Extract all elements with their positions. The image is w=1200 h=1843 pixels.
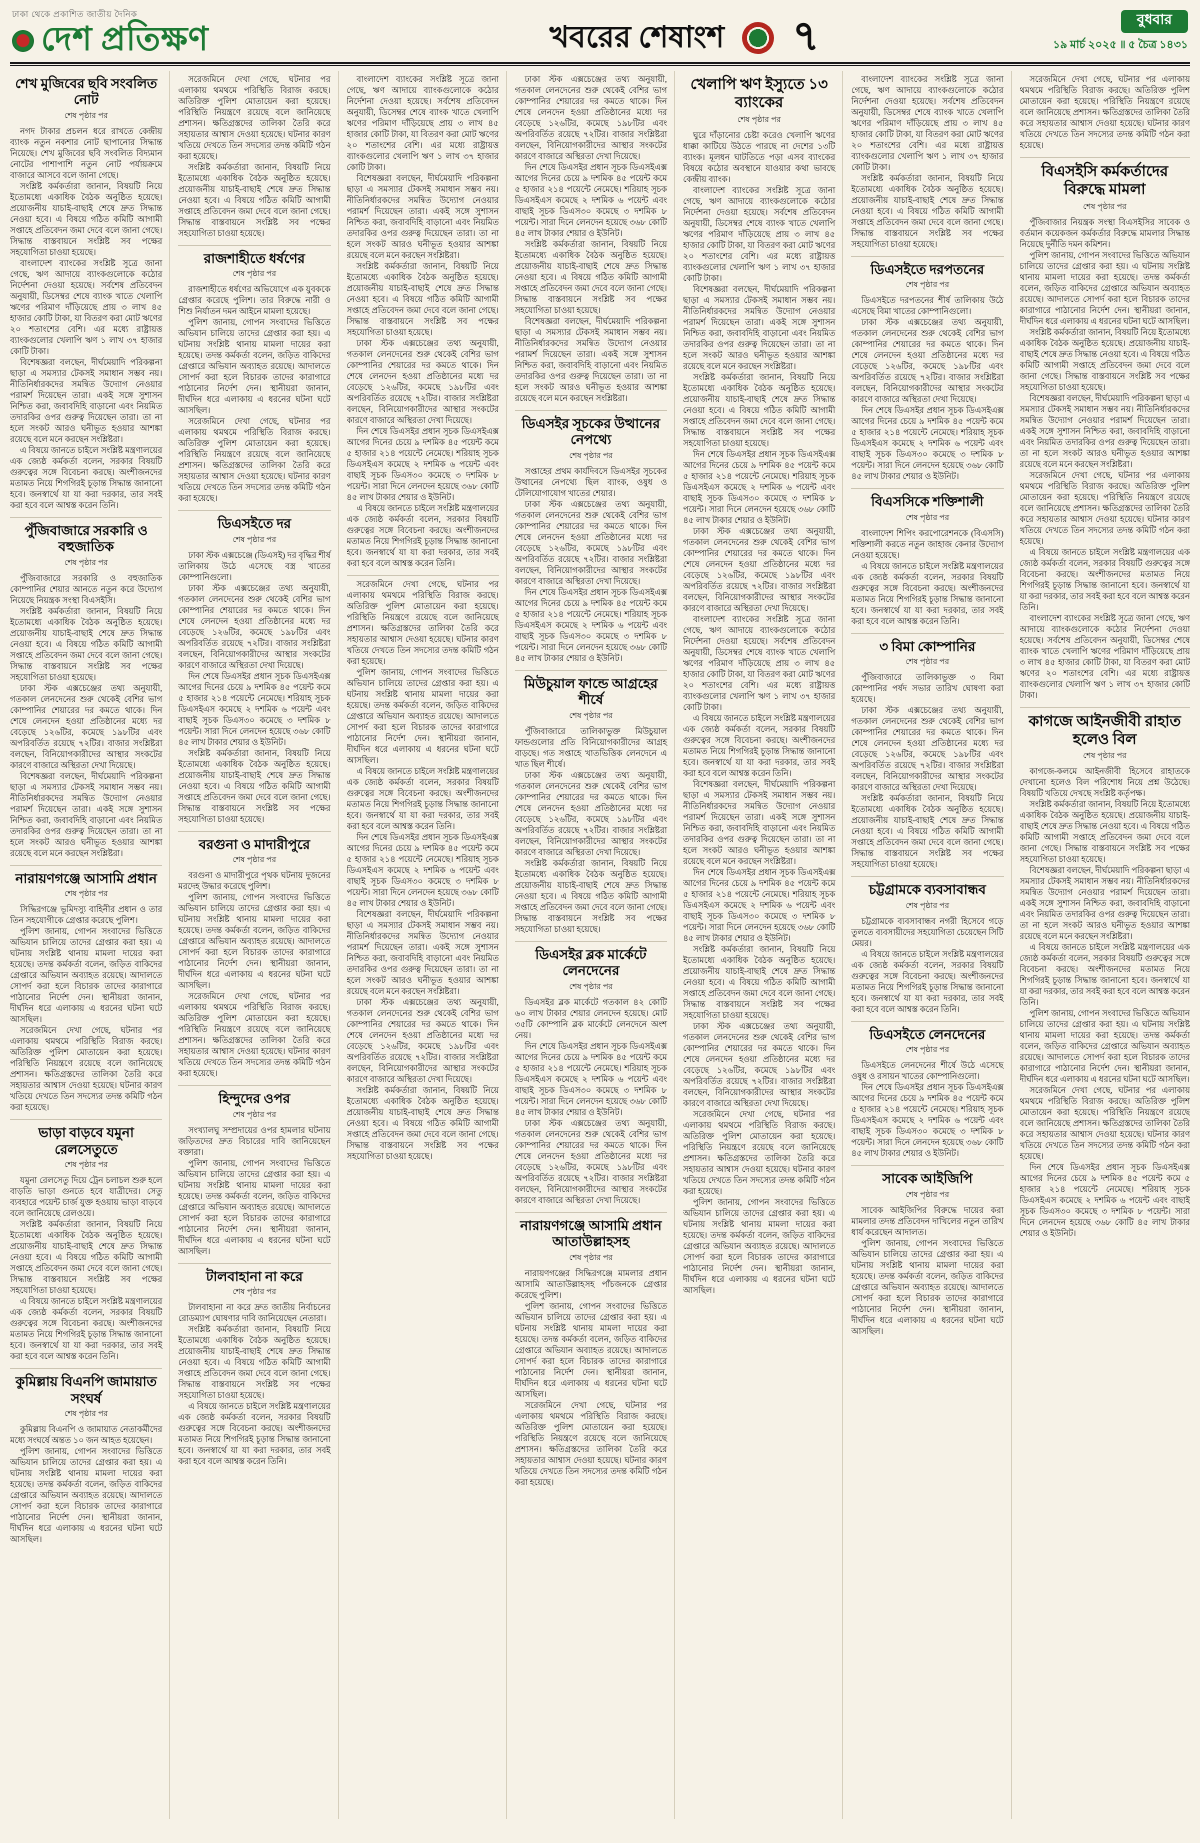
- article-paragraph: সরেজমিনে দেখা গেছে, ঘটনার পর এলাকায় থমথমে পরিস্থিতি বিরাজ করছে। অতিরিক্ত পুলিশ মোতায়েন করা হয়েছে। পরিস্থিতি নিয়ন্ত্রণে রয়েছে বলে জানিয়েছে প্রশাসন। ক্ষতিগ্রস্তদের তালিকা তৈরি করে সহায়তার আশ্বাস দেওয়া হয়েছে। ঘটনার কারণ খতিয়ে দেখতে তিন সদস্যের তদন্ত কমিটি গঠন করা হয়েছে।: [1019, 75, 1190, 150]
- dateline: [1053, 10, 1188, 57]
- column-4: [515, 71, 675, 1819]
- article-paragraph: সরেজমিনে দেখা গেছে, ঘটনার পর এলাকায় থমথমে পরিস্থিতি বিরাজ করছে। অতিরিক্ত পুলিশ মোতায়েন করা হয়েছে। পরিস্থিতি নিয়ন্ত্রণে রয়েছে বলে জানিয়েছে প্রশাসন। ক্ষতিগ্রস্তদের তালিকা তৈরি করে সহায়তার আশ্বাস দেওয়া হয়েছে। ঘটনার কারণ খতিয়ে দেখতে তিন সদস্যের তদন্ত কমিটি গঠন করা হয়েছে।: [10, 1026, 163, 1113]
- article-paragraph: পুলিশ জানায়, গোপন সংবাদের ভিত্তিতে অভিযান চালিয়ে তাদের গ্রেপ্তার করা হয়। এ ঘটনায় সংশ্লিষ্ট থানায় মামলা দায়ের করা হয়েছে। তদন্ত কর্মকর্তা বলেন, জড়িত বাকিদের গ্রেপ্তারে অভিযান অব্যাহত রয়েছে। আদালতে সোপর্দ করা হলে বিচারক তাদের কারাগারে পাঠানোর নির্দেশ দেন। স্থানীয়রা জানান, দীর্ঘদিন ধরে এলাকায় এ ধরনের ঘটনা ঘটে আসছিল।: [1019, 250, 1190, 326]
- article-headline: ডিএসইতে দরপতনের: [870, 262, 985, 277]
- article: [10, 1369, 162, 1551]
- article-paragraph: বাংলাদেশ ব্যাংকের সংশ্লিষ্ট সূত্রে জানা গেছে, ঋণ আদায়ে ব্যাংকগুলোকে কঠোর নির্দেশনা দেওয়া হয়েছে। সর্বশেষ প্রতিবেদন অনুযায়ী, ডিসেম্বর শেষে ব্যাংক খাতে খেলাপি ঋণের পরিমাণ দাঁড়িয়েছে প্রায় ৩ লাখ ৪৫ হাজার কোটি টাকা, যা বিতরণ করা মোট ঋণের ২০ শতাংশের বেশি। এর মধ্যে রাষ্ট্রায়ত্ত ব্যাংকগুলোর খেলাপি ঋণ ১ লাখ ৩৭ হাজার কোটি টাকা।: [683, 185, 836, 283]
- article-headline: ৩ বিমা কোম্পানির: [879, 638, 976, 654]
- column-7: [1020, 71, 1191, 1819]
- article-headline: নারায়ণগঞ্জে আসামি প্রধান আতাউল্লাহসহ: [520, 1217, 662, 1250]
- continued-from-label: শেষ পৃষ্ঠার পর: [64, 1409, 108, 1419]
- continued-from-label: শেষ পৃষ্ঠার পর: [905, 280, 950, 290]
- article-paragraph: সংশ্লিষ্ট কর্মকর্তারা জানান, বিষয়টি নিয়ে ইতোমধ্যে একাধিক বৈঠক অনুষ্ঠিত হয়েছে। প্রয়োজনীয় যাচাই-বাছাই শেষে দ্রুত সিদ্ধান্ত নেওয়া হবে। এ বিষয়ে গঠিত কমিটি আগামী সপ্তাহে প্রতিবেদন জমা দেবে বলে জানা গেছে। সিদ্ধান্ত বাস্তবায়নে সংশ্লিষ্ট সব পক্ষের সহযোগিতা চাওয়া হয়েছে।: [346, 262, 499, 337]
- article-paragraph: দিন শেষে ডিএসইর প্রধান সূচক ডিএসইএক্স আগের দিনের চেয়ে ৯ দশমিক ৪৫ পয়েন্ট কমে ৫ হাজার ২১৪ পয়েন্টে নেমেছে। শরিয়াহ সূচক ডিএসইএস কমেছে ২ দশমিক ৬ পয়েন্ট এবং বাছাই সূচক ডিএস৩০ কমেছে ৩ দশমিক ৮ পয়েন্ট। সারা দিনে লেনদেন হয়েছে ৩৬৮ কোটি ৪৫ লাখ টাকার শেয়ার ও ইউনিট।: [514, 587, 667, 663]
- article-paragraph: রাজশাহীতে ধর্ষণের অভিযোগে এক যুবককে গ্রেপ্তার করেছে পুলিশ। তার বিরুদ্ধে নারী ও শিশু নির্যাতন দমন আইনে মামলা হয়েছে।: [178, 285, 331, 317]
- article: [851, 489, 1003, 633]
- article-paragraph: সংশ্লিষ্ট কর্মকর্তারা জানান, বিষয়টি নিয়ে ইতোমধ্যে একাধিক বৈঠক অনুষ্ঠিত হয়েছে। প্রয়োজনীয় যাচাই-বাছাই শেষে দ্রুত সিদ্ধান্ত নেওয়া হবে। এ বিষয়ে গঠিত কমিটি আগামী সপ্তাহে প্রতিবেদন জমা দেবে বলে জানা গেছে। সিদ্ধান্ত বাস্তবায়নে সংশ্লিষ্ট সব পক্ষের সহযোগিতা চাওয়া হয়েছে।: [178, 748, 331, 824]
- article-paragraph: কুমিল্লায় বিএনপি ও জামায়াত নেতাকর্মীদের মধ্যে সংঘর্ষে অন্তত ১০ জন আহত হয়েছেন।: [10, 1425, 163, 1446]
- article-headline: কুমিল্লায় বিএনপি জামায়াত সংঘর্ষ: [15, 1374, 157, 1406]
- article-paragraph: সংশ্লিষ্ট কর্মকর্তারা জানান, বিষয়টি নিয়ে ইতোমধ্যে একাধিক বৈঠক অনুষ্ঠিত হয়েছে। প্রয়োজনীয় যাচাই-বাছাই শেষে দ্রুত সিদ্ধান্ত নেওয়া হবে। এ বিষয়ে গঠিত কমিটি আগামী সপ্তাহে প্রতিবেদন জমা দেবে বলে জানা গেছে। সিদ্ধান্ত বাস্তবায়নে সংশ্লিষ্ট সব পক্ষের সহযোগিতা চাওয়া হয়েছে।: [851, 794, 1004, 870]
- articles-grid: [10, 71, 1190, 1819]
- paper-name: দেশ প্রতিক্ষণ: [41, 22, 209, 58]
- article-headline: মিউচুয়াল ফান্ডে আগ্রহের শীর্ষে: [524, 675, 658, 708]
- continued-from-label: শেষ পৃষ্ঠার পর: [64, 110, 108, 120]
- section-title: খবরের শেষাংশ: [549, 21, 725, 55]
- column-2: [178, 71, 338, 1819]
- article-paragraph: বাংলাদেশ ব্যাংকের সংশ্লিষ্ট সূত্রে জানা গেছে, ঋণ আদায়ে ব্যাংকগুলোকে কঠোর নির্দেশনা দেওয়া হয়েছে। সর্বশেষ প্রতিবেদন অনুযায়ী, ডিসেম্বর শেষে ব্যাংক খাতে খেলাপি ঋণের পরিমাণ দাঁড়িয়েছে প্রায় ৩ লাখ ৪৫ হাজার কোটি টাকা, যা বিতরণ করা মোট ঋণের ২০ শতাংশের বেশি। এর মধ্যে রাষ্ট্রায়ত্ত ব্যাংকগুলোর খেলাপি ঋণ ১ লাখ ৩৭ হাজার কোটি টাকা।: [346, 75, 499, 172]
- article-paragraph: সংখ্যালঘু সম্প্রদায়ের ওপর হামলার ঘটনায় জড়িতদের দ্রুত বিচারের দাবি জানিয়েছেন বক্তারা।: [178, 1125, 331, 1157]
- continued-from-label: শেষ পৃষ্ঠার পর: [232, 1109, 277, 1119]
- article-continuation: [178, 71, 330, 246]
- column-5: [683, 71, 843, 1819]
- article: [515, 942, 667, 1213]
- article-headline: পুঁজিবাজারে সরকারি ও বহুজাতিক: [24, 522, 148, 555]
- article-paragraph: দিন শেষে ডিএসইর প্রধান সূচক ডিএসইএক্স আগের দিনের চেয়ে ৯ দশমিক ৪৫ পয়েন্ট কমে ৫ হাজার ২১৪ পয়েন্টে নেমেছে। শরিয়াহ সূচক ডিএসইএস কমেছে ২ দশমিক ৬ পয়েন্ট এবং বাছাই সূচক ডিএস৩০ কমেছে ৩ দশমিক ৮ পয়েন্ট। সারা দিনে লেনদেন হয়েছে ৩৬৮ কোটি ৪৫ লাখ টাকার শেয়ার ও ইউনিট।: [683, 449, 836, 525]
- article: [178, 1086, 330, 1263]
- continued-from-label: শেষ পৃষ্ঠার পর: [64, 1160, 108, 1170]
- continued-from-label: শেষ পৃষ্ঠার পর: [64, 889, 108, 899]
- continued-from-label: শেষ পৃষ্ঠার পর: [232, 269, 277, 279]
- article-paragraph: ঢাকা স্টক এক্সচেঞ্জের তথ্য অনুযায়ী, গতকাল লেনদেনের শুরু থেকেই বেশির ভাগ কোম্পানির শেয়ারের দর কমতে থাকে। দিন শেষে লেনদেন হওয়া প্রতিষ্ঠানের মধ্যে দর বেড়েছে ১২৬টির, কমেছে ১৯৮টির এবং অপরিবর্তিত রয়েছে ৭২টির। বাজার সংশ্লিষ্টরা বলছেন, বিনিয়োগকারীদের আস্থার সংকটের কারণে বাজারে অস্থিরতা দেখা দিয়েছে।: [514, 770, 667, 857]
- article-paragraph: ঢাকা স্টক এক্সচেঞ্জের তথ্য অনুযায়ী, গতকাল লেনদেনের শুরু থেকেই বেশির ভাগ কোম্পানির শেয়ারের দর কমতে থাকে। দিন শেষে লেনদেন হওয়া প্রতিষ্ঠানের মধ্যে দর বেড়েছে ১২৬টির, কমেছে ১৯৮টির এবং অপরিবর্তিত রয়েছে ৭২টির। বাজার সংশ্লিষ্টরা বলছেন, বিনিয়োগকারীদের আস্থার সংকটের কারণে বাজারে অস্থিরতা দেখা দিয়েছে।: [346, 339, 499, 425]
- section-header: [549, 14, 820, 61]
- article-paragraph: সংশ্লিষ্ট কর্মকর্তারা জানান, বিষয়টি নিয়ে ইতোমধ্যে একাধিক বৈঠক অনুষ্ঠিত হয়েছে। প্রয়োজনীয় যাচাই-বাছাই শেষে দ্রুত সিদ্ধান্ত নেওয়া হবে। এ বিষয়ে গঠিত কমিটি আগামী সপ্তাহে প্রতিবেদন জমা দেবে বলে জানা গেছে। সিদ্ধান্ত বাস্তবায়নে সংশ্লিষ্ট সব পক্ষের সহযোগিতা চাওয়া হয়েছে।: [178, 163, 331, 238]
- article-paragraph: বিশেষজ্ঞরা বলছেন, দীর্ঘমেয়াদি পরিকল্পনা ছাড়া এ সমস্যার টেকসই সমাধান সম্ভব নয়। নীতিনির্ধারকদের সমন্বিত উদ্যোগ নেওয়ার পরামর্শ দিয়েছেন তারা। একই সঙ্গে সুশাসন নিশ্চিত করা, জবাবদিহি বাড়ানো এবং নিয়মিত তদারকির ওপর গুরুত্ব দিয়েছেন তারা। তা না হলে সংকট আরও ঘনীভূত হওয়ার আশঙ্কা রয়েছে বলে মনে করছেন সংশ্লিষ্টরা।: [10, 771, 163, 858]
- article-paragraph: ঢাকা স্টক এক্সচেঞ্জে (ডিএসই) দর বৃদ্ধির শীর্ষ তালিকায় উঠে এসেছে বস্ত্র খাতের কোম্পানিগুলো।: [178, 550, 331, 582]
- article: [10, 71, 162, 518]
- article-paragraph: বাংলাদেশ শিপিং করপোরেশনকে (বিএসসি) শক্তিশালী করতে নতুন জাহাজ কেনার উদ্যোগ নেওয়া হয়েছে।: [851, 528, 1004, 560]
- continued-from-label: শেষ পৃষ্ঠার পর: [1082, 201, 1127, 211]
- article-paragraph: এ বিষয়ে জানতে চাইলে সংশ্লিষ্ট মন্ত্রণালয়ের এক জ্যেষ্ঠ কর্মকর্তা বলেন, সরকার বিষয়টি গুরুত্বের সঙ্গে বিবেচনা করছে। অংশীজনদের মতামত নিয়ে শিগগিরই চূড়ান্ত সিদ্ধান্ত জানানো হবে। জনস্বার্থে যা যা করা দরকার, তার সবই করা হবে বলে আশ্বস্ত করেন তিনি।: [10, 1297, 163, 1362]
- continued-from-label: শেষ পৃষ্ঠার পর: [905, 657, 950, 667]
- article-headline: বিএসসিকে শক্তিশালী: [871, 494, 984, 510]
- continued-from-label: শেষ পৃষ্ঠার পর: [905, 900, 950, 910]
- article-paragraph: এ বিষয়ে জানতে চাইলে সংশ্লিষ্ট মন্ত্রণালয়ের এক জ্যেষ্ঠ কর্মকর্তা বলেন, সরকার বিষয়টি গুরুত্বের সঙ্গে বিবেচনা করছে। অংশীজনদের মতামত নিয়ে শিগগিরই চূড়ান্ত সিদ্ধান্ত জানানো হবে। জনস্বার্থে যা যা করা দরকার, তার সবই করা হবে বলে আশ্বস্ত করেন তিনি।: [851, 561, 1004, 626]
- paper-tagline: ঢাকা থেকে প্রকাশিত জাতীয় দৈনিক: [12, 9, 138, 19]
- article-paragraph: ঢাকা স্টক এক্সচেঞ্জের তথ্য অনুযায়ী, গতকাল লেনদেনের শুরু থেকেই বেশির ভাগ কোম্পানির শেয়ারের দর কমতে থাকে। দিন শেষে লেনদেন হওয়া প্রতিষ্ঠানের মধ্যে দর বেড়েছে ১২৬টির, কমেছে ১৯৮টির এবং অপরিবর্তিত রয়েছে ৭২টির। বাজার সংশ্লিষ্টরা বলছেন, বিনিয়োগকারীদের আস্থার সংকটের কারণে বাজারে অস্থিরতা দেখা দিয়েছে।: [851, 318, 1004, 405]
- article: [851, 1166, 1003, 1342]
- article-paragraph: পুলিশ জানায়, গোপন সংবাদের ভিত্তিতে অভিযান চালিয়ে তাদের গ্রেপ্তার করা হয়। এ ঘটনায় সংশ্লিষ্ট থানায় মামলা দায়ের করা হয়েছে। তদন্ত কর্মকর্তা বলেন, জড়িত বাকিদের গ্রেপ্তারে অভিযান অব্যাহত রয়েছে। আদালতে সোপর্দ করা হলে বিচারক তাদের কারাগারে পাঠানোর নির্দেশ দেন। স্থানীয়রা জানান, দীর্ঘদিন ধরে এলাকায় এ ধরনের ঘটনা ঘটে আসছিল।: [178, 1158, 331, 1256]
- continued-from-label: শেষ পৃষ্ঠার পর: [569, 1252, 613, 1262]
- article-paragraph: দিন শেষে ডিএসইর প্রধান সূচক ডিএসইএক্স আগের দিনের চেয়ে ৯ দশমিক ৪৫ পয়েন্ট কমে ৫ হাজার ২১৪ পয়েন্টে নেমেছে। শরিয়াহ সূচক ডিএসইএস কমেছে ২ দশমিক ৬ পয়েন্ট এবং বাছাই সূচক ডিএস৩০ কমেছে ৩ দশমিক ৮ পয়েন্ট। সারা দিনে লেনদেন হয়েছে ৩৬৮ কোটি ৪৫ লাখ টাকার শেয়ার ও ইউনিট।: [514, 1041, 667, 1117]
- article-paragraph: যমুনা রেলসেতু দিয়ে ট্রেন চলাচল শুরু হলে বাড়তি ভাড়া গুনতে হবে যাত্রীদের। সেতু ব্যবহারে পয়েন্ট চার্জ যুক্ত হওয়ায় ভাড়া বাড়বে বলে জানিয়েছে রেলওয়ে।: [10, 1176, 163, 1219]
- article-paragraph: এ বিষয়ে জানতে চাইলে সংশ্লিষ্ট মন্ত্রণালয়ের এক জ্যেষ্ঠ কর্মকর্তা বলেন, সরকার বিষয়টি গুরুত্বের সঙ্গে বিবেচনা করছে। অংশীজনদের মতামত নিয়ে শিগগিরই চূড়ান্ত সিদ্ধান্ত জানানো হবে। জনস্বার্থে যা যা করা দরকার, তার সবই করা হবে বলে আশ্বস্ত করেন তিনি।: [1019, 547, 1190, 612]
- article: [515, 1213, 667, 1494]
- article-paragraph: ঢাকা স্টক এক্সচেঞ্জের তথ্য অনুযায়ী, গতকাল লেনদেনের শুরু থেকেই বেশির ভাগ কোম্পানির শেয়ারের দর কমতে থাকে। দিন শেষে লেনদেন হওয়া প্রতিষ্ঠানের মধ্যে দর বেড়েছে ১২৬টির, কমেছে ১৯৮টির এবং অপরিবর্তিত রয়েছে ৭২টির। বাজার সংশ্লিষ্টরা বলছেন, বিনিয়োগকারীদের আস্থার সংকটের কারণে বাজারে অস্থিরতা দেখা দিয়েছে।: [514, 75, 667, 161]
- article-paragraph: ঢাকা স্টক এক্সচেঞ্জের তথ্য অনুযায়ী, গতকাল লেনদেনের শুরু থেকেই বেশির ভাগ কোম্পানির শেয়ারের দর কমতে থাকে। দিন শেষে লেনদেন হওয়া প্রতিষ্ঠানের মধ্যে দর বেড়েছে ১২৬টির, কমেছে ১৯৮টির এবং অপরিবর্তিত রয়েছে ৭২টির। বাজার সংশ্লিষ্টরা বলছেন, বিনিয়োগকারীদের আস্থার সংকটের কারণে বাজারে অস্থিরতা দেখা দিয়েছে।: [514, 499, 667, 586]
- article-paragraph: ঢাকা স্টক এক্সচেঞ্জের তথ্য অনুযায়ী, গতকাল লেনদেনের শুরু থেকেই বেশির ভাগ কোম্পানির শেয়ারের দর কমতে থাকে। দিন শেষে লেনদেন হওয়া প্রতিষ্ঠানের মধ্যে দর বেড়েছে ১২৬টির, কমেছে ১৯৮টির এবং অপরিবর্তিত রয়েছে ৭২টির। বাজার সংশ্লিষ্টরা বলছেন, বিনিয়োগকারীদের আস্থার সংকটের কারণে বাজারে অস্থিরতা দেখা দিয়েছে।: [178, 583, 331, 670]
- article-headline: ডিএসইর ব্লক মার্কেটে লেনদেনের: [535, 946, 647, 979]
- article: [683, 71, 835, 1302]
- article-paragraph: ডিএসইতে লেনদেনের শীর্ষে উঠে এসেছে ওষুধ ও রসায়ন খাতের কোম্পানিগুলো।: [851, 1061, 1004, 1082]
- article-headline: বরগুনা ও মাদারীপুরে: [198, 836, 311, 852]
- article-paragraph: পুলিশ জানায়, গোপন সংবাদের ভিত্তিতে অভিযান চালিয়ে তাদের গ্রেপ্তার করা হয়। এ ঘটনায় সংশ্লিষ্ট থানায় মামলা দায়ের করা হয়েছে। তদন্ত কর্মকর্তা বলেন, জড়িত বাকিদের গ্রেপ্তারে অভিযান অব্যাহত রয়েছে। আদালতে সোপর্দ করা হলে বিচারক তাদের কারাগারে পাঠানোর নির্দেশ দেন। স্থানীয়রা জানান, দীর্ঘদিন ধরে এলাকায় এ ধরনের ঘটনা ঘটে আসছিল।: [514, 1301, 667, 1399]
- article-paragraph: বিশেষজ্ঞরা বলছেন, দীর্ঘমেয়াদি পরিকল্পনা ছাড়া এ সমস্যার টেকসই সমাধান সম্ভব নয়। নীতিনির্ধারকদের সমন্বিত উদ্যোগ নেওয়ার পরামর্শ দিয়েছেন তারা। একই সঙ্গে সুশাসন নিশ্চিত করা, জবাবদিহি বাড়ানো এবং নিয়মিত তদারকির ওপর গুরুত্ব দিয়েছেন তারা। তা না হলে সংকট আরও ঘনীভূত হওয়ার আশঙ্কা রয়েছে বলে মনে করছেন সংশ্লিষ্টরা।: [683, 284, 836, 371]
- column-1: [10, 71, 170, 1819]
- article-paragraph: বাংলাদেশ ব্যাংকের সংশ্লিষ্ট সূত্রে জানা গেছে, ঋণ আদায়ে ব্যাংকগুলোকে কঠোর নির্দেশনা দেওয়া হয়েছে। সর্বশেষ প্রতিবেদন অনুযায়ী, ডিসেম্বর শেষে ব্যাংক খাতে খেলাপি ঋণের পরিমাণ দাঁড়িয়েছে প্রায় ৩ লাখ ৪৫ হাজার কোটি টাকা, যা বিতরণ করা মোট ঋণের ২০ শতাংশের বেশি। এর মধ্যে রাষ্ট্রায়ত্ত ব্যাংকগুলোর খেলাপি ঋণ ১ লাখ ৩৭ হাজার কোটি টাকা।: [10, 258, 163, 356]
- article-paragraph: সংশ্লিষ্ট কর্মকর্তারা জানান, বিষয়টি নিয়ে ইতোমধ্যে একাধিক বৈঠক অনুষ্ঠিত হয়েছে। প্রয়োজনীয় যাচাই-বাছাই শেষে দ্রুত সিদ্ধান্ত নেওয়া হবে। এ বিষয়ে গঠিত কমিটি আগামী সপ্তাহে প্রতিবেদন জমা দেবে বলে জানা গেছে। সিদ্ধান্ত বাস্তবায়নে সংশ্লিষ্ট সব পক্ষের সহযোগিতা চাওয়া হয়েছে।: [346, 1086, 499, 1161]
- article-headline: নারায়ণগঞ্জে আসামি প্রধান: [15, 870, 157, 886]
- continued-from-label: শেষ পৃষ্ঠার পর: [905, 512, 950, 522]
- article-paragraph: এ বিষয়ে জানতে চাইলে সংশ্লিষ্ট মন্ত্রণালয়ের এক জ্যেষ্ঠ কর্মকর্তা বলেন, সরকার বিষয়টি গুরুত্বের সঙ্গে বিবেচনা করছে। অংশীজনদের মতামত নিয়ে শিগগিরই চূড়ান্ত সিদ্ধান্ত জানানো হবে। জনস্বার্থে যা যা করা দরকার, তার সবই করা হবে বলে আশ্বস্ত করেন তিনি।: [346, 767, 499, 831]
- article-paragraph: সংশ্লিষ্ট কর্মকর্তারা জানান, বিষয়টি নিয়ে ইতোমধ্যে একাধিক বৈঠক অনুষ্ঠিত হয়েছে। প্রয়োজনীয় যাচাই-বাছাই শেষে দ্রুত সিদ্ধান্ত নেওয়া হবে। এ বিষয়ে গঠিত কমিটি আগামী সপ্তাহে প্রতিবেদন জমা দেবে বলে জানা গেছে। সিদ্ধান্ত বাস্তবায়নে সংশ্লিষ্ট সব পক্ষের সহযোগিতা চাওয়া হয়েছে।: [514, 858, 667, 934]
- continued-from-label: শেষ পৃষ্ঠার পর: [232, 855, 277, 865]
- article-paragraph: সংশ্লিষ্ট কর্মকর্তারা জানান, বিষয়টি নিয়ে ইতোমধ্যে একাধিক বৈঠক অনুষ্ঠিত হয়েছে। প্রয়োজনীয় যাচাই-বাছাই শেষে দ্রুত সিদ্ধান্ত নেওয়া হবে। এ বিষয়ে গঠিত কমিটি আগামী সপ্তাহে প্রতিবেদন জমা দেবে বলে জানা গেছে। সিদ্ধান্ত বাস্তবায়নে সংশ্লিষ্ট সব পক্ষের সহযোগিতা চাওয়া হয়েছে।: [10, 606, 163, 682]
- article: [178, 246, 330, 511]
- article-paragraph: দিন শেষে ডিএসইর প্রধান সূচক ডিএসইএক্স আগের দিনের চেয়ে ৯ দশমিক ৪৫ পয়েন্ট কমে ৫ হাজার ২১৪ পয়েন্টে নেমেছে। শরিয়াহ সূচক ডিএসইএস কমেছে ২ দশমিক ৬ পয়েন্ট এবং বাছাই সূচক ডিএস৩০ কমেছে ৩ দশমিক ৮ পয়েন্ট। সারা দিনে লেনদেন হয়েছে ৩৬৮ কোটি ৪৫ লাখ টাকার শেয়ার ও ইউনিট।: [851, 406, 1004, 482]
- article-continuation: [515, 71, 667, 411]
- article-paragraph: সাবেক আইজিপির বিরুদ্ধে দায়ের করা মামলার তদন্ত প্রতিবেদন দাখিলের নতুন তারিখ ধার্য করেছেন আদালত।: [851, 1205, 1004, 1237]
- article-paragraph: কাগজে-কলমে আইনজীবী হিসেবে রাহাতকে দেখানো হলেও বিল পরিশোধ নিয়ে প্রশ্ন উঠেছে। বিষয়টি খতিয়ে দেখছে সংশ্লিষ্ট কর্তৃপক্ষ।: [1019, 767, 1190, 799]
- masthead: [10, 6, 1190, 61]
- article-headline: চট্টগ্রামকে ব্যবসাবান্ধব: [868, 882, 986, 898]
- article: [10, 866, 162, 1120]
- article-paragraph: দিন শেষে ডিএসইর প্রধান সূচক ডিএসইএক্স আগের দিনের চেয়ে ৯ দশমিক ৪৫ পয়েন্ট কমে ৫ হাজার ২১৪ পয়েন্টে নেমেছে। শরিয়াহ সূচক ডিএসইএস কমেছে ২ দশমিক ৬ পয়েন্ট এবং বাছাই সূচক ডিএস৩০ কমেছে ৩ দশমিক ৮ পয়েন্ট। সারা দিনে লেনদেন হয়েছে ৩৬৮ কোটি ৪৫ লাখ টাকার শেয়ার ও ইউনিট।: [514, 163, 667, 238]
- article-headline: খেলাপি ঋণ ইস্যুতে ১৩ ব্যাংকের: [690, 77, 828, 112]
- article-headline: রাজশাহীতে ধর্ষণের: [203, 251, 305, 266]
- article: [10, 1120, 162, 1369]
- continued-from-label: শেষ পৃষ্ঠার পর: [569, 710, 613, 720]
- article: [515, 671, 667, 942]
- article-paragraph: ঘুরে দাঁড়ানোর চেষ্টা করেও খেলাপি ঋণের ধাক্কা কাটিয়ে উঠতে পারছে না দেশের ১৩টি ব্যাংক। মূলধন ঘাটতিতে পড়া এসব ব্যাংকের বিষয়ে কঠোর অবস্থানে যাওয়ার কথা ভাবছে কেন্দ্রীয় ব্যাংক।: [683, 130, 836, 184]
- article-paragraph: সংশ্লিষ্ট কর্মকর্তারা জানান, বিষয়টি নিয়ে ইতোমধ্যে একাধিক বৈঠক অনুষ্ঠিত হয়েছে। প্রয়োজনীয় যাচাই-বাছাই শেষে দ্রুত সিদ্ধান্ত নেওয়া হবে। এ বিষয়ে গঠিত কমিটি আগামী সপ্তাহে প্রতিবেদন জমা দেবে বলে জানা গেছে। সিদ্ধান্ত বাস্তবায়নে সংশ্লিষ্ট সব পক্ষের সহযোগিতা চাওয়া হয়েছে।: [178, 1325, 331, 1401]
- continued-from-label: শেষ পৃষ্ঠার পর: [569, 981, 613, 991]
- continued-from-label: শেষ পৃষ্ঠার পর: [905, 1045, 950, 1055]
- article-paragraph: সরেজমিনে দেখা গেছে, ঘটনার পর এলাকায় থমথমে পরিস্থিতি বিরাজ করছে। অতিরিক্ত পুলিশ মোতায়েন করা হয়েছে। পরিস্থিতি নিয়ন্ত্রণে রয়েছে বলে জানিয়েছে প্রশাসন। ক্ষতিগ্রস্তদের তালিকা তৈরি করে সহায়তার আশ্বাস দেওয়া হয়েছে। ঘটনার কারণ খতিয়ে দেখতে তিন সদস্যের তদন্ত কমিটি গঠন করা হয়েছে।: [1019, 470, 1190, 546]
- article-paragraph: ঢাকা স্টক এক্সচেঞ্জের তথ্য অনুযায়ী, গতকাল লেনদেনের শুরু থেকেই বেশির ভাগ কোম্পানির শেয়ারের দর কমতে থাকে। দিন শেষে লেনদেন হওয়া প্রতিষ্ঠানের মধ্যে দর বেড়েছে ১২৬টির, কমেছে ১৯৮টির এবং অপরিবর্তিত রয়েছে ৭২টির। বাজার সংশ্লিষ্টরা বলছেন, বিনিয়োগকারীদের আস্থার সংকটের কারণে বাজারে অস্থিরতা দেখা দিয়েছে।: [683, 1021, 836, 1108]
- continued-from-label: শেষ পৃষ্ঠার পর: [905, 1189, 950, 1199]
- article-paragraph: দিন শেষে ডিএসইর প্রধান সূচক ডিএসইএক্স আগের দিনের চেয়ে ৯ দশমিক ৪৫ পয়েন্ট কমে ৫ হাজার ২১৪ পয়েন্টে নেমেছে। শরিয়াহ সূচক ডিএসইএস কমেছে ২ দশমিক ৬ পয়েন্ট এবং বাছাই সূচক ডিএস৩০ কমেছে ৩ দশমিক ৮ পয়েন্ট। সারা দিনে লেনদেন হয়েছে ৩৬৮ কোটি ৪৫ লাখ টাকার শেয়ার ও ইউনিট।: [851, 1083, 1004, 1159]
- article-paragraph: সরেজমিনে দেখা গেছে, ঘটনার পর এলাকায় থমথমে পরিস্থিতি বিরাজ করছে। অতিরিক্ত পুলিশ মোতায়েন করা হয়েছে। পরিস্থিতি নিয়ন্ত্রণে রয়েছে বলে জানিয়েছে প্রশাসন। ক্ষতিগ্রস্তদের তালিকা তৈরি করে সহায়তার আশ্বাস দেওয়া হয়েছে। ঘটনার কারণ খতিয়ে দেখতে তিন সদস্যের তদন্ত কমিটি গঠন করা হয়েছে।: [178, 417, 331, 504]
- article-paragraph: এ বিষয়ে জানতে চাইলে সংশ্লিষ্ট মন্ত্রণালয়ের এক জ্যেষ্ঠ কর্মকর্তা বলেন, সরকার বিষয়টি গুরুত্বের সঙ্গে বিবেচনা করছে। অংশীজনদের মতামত নিয়ে শিগগিরই চূড়ান্ত সিদ্ধান্ত জানানো হবে। জনস্বার্থে যা যা করা দরকার, তার সবই করা হবে বলে আশ্বস্ত করেন তিনি।: [1019, 943, 1190, 1008]
- article-paragraph: দিন শেষে ডিএসইর প্রধান সূচক ডিএসইএক্স আগের দিনের চেয়ে ৯ দশমিক ৪৫ পয়েন্ট কমে ৫ হাজার ২১৪ পয়েন্টে নেমেছে। শরিয়াহ সূচক ডিএসইএস কমেছে ২ দশমিক ৬ পয়েন্ট এবং বাছাই সূচক ডিএস৩০ কমেছে ৩ দশমিক ৮ পয়েন্ট। সারা দিনে লেনদেন হয়েছে ৩৬৮ কোটি ৪৫ লাখ টাকার শেয়ার ও ইউনিট।: [683, 867, 836, 943]
- article-paragraph: ডিএসইতে দরপতনের শীর্ষ তালিকায় উঠে এসেছে বিমা খাতের কোম্পানিগুলো।: [851, 296, 1004, 317]
- article: [1020, 158, 1191, 708]
- article-paragraph: পুলিশ জানায়, গোপন সংবাদের ভিত্তিতে অভিযান চালিয়ে তাদের গ্রেপ্তার করা হয়। এ ঘটনায় সংশ্লিষ্ট থানায় মামলা দায়ের করা হয়েছে। তদন্ত কর্মকর্তা বলেন, জড়িত বাকিদের গ্রেপ্তারে অভিযান অব্যাহত রয়েছে। আদালতে সোপর্দ করা হলে বিচারক তাদের কারাগারে পাঠানোর নির্দেশ দেন। স্থানীয়রা জানান, দীর্ঘদিন ধরে এলাকায় এ ধরনের ঘটনা ঘটে আসছিল।: [178, 893, 331, 991]
- article-paragraph: সংশ্লিষ্ট কর্মকর্তারা জানান, বিষয়টি নিয়ে ইতোমধ্যে একাধিক বৈঠক অনুষ্ঠিত হয়েছে। প্রয়োজনীয় যাচাই-বাছাই শেষে দ্রুত সিদ্ধান্ত নেওয়া হবে। এ বিষয়ে গঠিত কমিটি আগামী সপ্তাহে প্রতিবেদন জমা দেবে বলে জানা গেছে। সিদ্ধান্ত বাস্তবায়নে সংশ্লিষ্ট সব পক্ষের সহযোগিতা চাওয়া হয়েছে।: [10, 1220, 163, 1296]
- article-paragraph: বাংলাদেশ ব্যাংকের সংশ্লিষ্ট সূত্রে জানা গেছে, ঋণ আদায়ে ব্যাংকগুলোকে কঠোর নির্দেশনা দেওয়া হয়েছে। সর্বশেষ প্রতিবেদন অনুযায়ী, ডিসেম্বর শেষে ব্যাংক খাতে খেলাপি ঋণের পরিমাণ দাঁড়িয়েছে প্রায় ৩ লাখ ৪৫ হাজার কোটি টাকা, যা বিতরণ করা মোট ঋণের ২০ শতাংশের বেশি। এর মধ্যে রাষ্ট্রায়ত্ত ব্যাংকগুলোর খেলাপি ঋণ ১ লাখ ৩৭ হাজার কোটি টাকা।: [851, 75, 1004, 172]
- article-paragraph: পুঁজিবাজার নিয়ন্ত্রক সংস্থা বিএসইসির সাবেক ও বর্তমান কয়েকজন কর্মকর্তার বিরুদ্ধে মামলার সিদ্ধান্ত নিয়েছে দুর্নীতি দমন কমিশন।: [1019, 217, 1190, 249]
- article-paragraph: সরেজমিনে দেখা গেছে, ঘটনার পর এলাকায় থমথমে পরিস্থিতি বিরাজ করছে। অতিরিক্ত পুলিশ মোতায়েন করা হয়েছে। পরিস্থিতি নিয়ন্ত্রণে রয়েছে বলে জানিয়েছে প্রশাসন। ক্ষতিগ্রস্তদের তালিকা তৈরি করে সহায়তার আশ্বাস দেওয়া হয়েছে। ঘটনার কারণ খতিয়ে দেখতে তিন সদস্যের তদন্ত কমিটি গঠন করা হয়েছে।: [683, 1109, 836, 1196]
- article-paragraph: ঢাকা স্টক এক্সচেঞ্জের তথ্য অনুযায়ী, গতকাল লেনদেনের শুরু থেকেই বেশির ভাগ কোম্পানির শেয়ারের দর কমতে থাকে। দিন শেষে লেনদেন হওয়া প্রতিষ্ঠানের মধ্যে দর বেড়েছে ১২৬টির, কমেছে ১৯৮টির এবং অপরিবর্তিত রয়েছে ৭২টির। বাজার সংশ্লিষ্টরা বলছেন, বিনিয়োগকারীদের আস্থার সংকটের কারণে বাজারে অস্থিরতা দেখা দিয়েছে।: [346, 998, 499, 1084]
- article-paragraph: সংশ্লিষ্ট কর্মকর্তারা জানান, বিষয়টি নিয়ে ইতোমধ্যে একাধিক বৈঠক অনুষ্ঠিত হয়েছে। প্রয়োজনীয় যাচাই-বাছাই শেষে দ্রুত সিদ্ধান্ত নেওয়া হবে। এ বিষয়ে গঠিত কমিটি আগামী সপ্তাহে প্রতিবেদন জমা দেবে বলে জানা গেছে। সিদ্ধান্ত বাস্তবায়নে সংশ্লিষ্ট সব পক্ষের সহযোগিতা চাওয়া হয়েছে।: [10, 181, 163, 257]
- article-paragraph: পুলিশ জানায়, গোপন সংবাদের ভিত্তিতে অভিযান চালিয়ে তাদের গ্রেপ্তার করা হয়। এ ঘটনায় সংশ্লিষ্ট থানায় মামলা দায়ের করা হয়েছে। তদন্ত কর্মকর্তা বলেন, জড়িত বাকিদের গ্রেপ্তারে অভিযান অব্যাহত রয়েছে। আদালতে সোপর্দ করা হলে বিচারক তাদের কারাগারে পাঠানোর নির্দেশ দেন। স্থানীয়রা জানান, দীর্ঘদিন ধরে এলাকায় এ ধরনের ঘটনা ঘটে আসছিল।: [346, 668, 499, 765]
- article-paragraph: বিশেষজ্ঞরা বলছেন, দীর্ঘমেয়াদি পরিকল্পনা ছাড়া এ সমস্যার টেকসই সমাধান সম্ভব নয়। নীতিনির্ধারকদের সমন্বিত উদ্যোগ নেওয়ার পরামর্শ দিয়েছেন তারা। একই সঙ্গে সুশাসন নিশ্চিত করা, জবাবদিহি বাড়ানো এবং নিয়মিত তদারকির ওপর গুরুত্ব দিয়েছেন তারা। তা না হলে সংকট আরও ঘনীভূত হওয়ার আশঙ্কা রয়েছে বলে মনে করছেন সংশ্লিষ্টরা।: [346, 910, 499, 996]
- article: [851, 634, 1003, 877]
- article: [178, 832, 330, 1086]
- article-paragraph: সংশ্লিষ্ট কর্মকর্তারা জানান, বিষয়টি নিয়ে ইতোমধ্যে একাধিক বৈঠক অনুষ্ঠিত হয়েছে। প্রয়োজনীয় যাচাই-বাছাই শেষে দ্রুত সিদ্ধান্ত নেওয়া হবে। এ বিষয়ে গঠিত কমিটি আগামী সপ্তাহে প্রতিবেদন জমা দেবে বলে জানা গেছে। সিদ্ধান্ত বাস্তবায়নে সংশ্লিষ্ট সব পক্ষের সহযোগিতা চাওয়া হয়েছে।: [851, 174, 1004, 249]
- article-paragraph: চট্টগ্রামকে ব্যবসাবান্ধব নগরী হিসেবে গড়ে তুলতে ব্যবসায়ীদের সহযোগিতা চেয়েছেন সিটি মেয়র।: [851, 916, 1004, 948]
- article-paragraph: পুলিশ জানায়, গোপন সংবাদের ভিত্তিতে অভিযান চালিয়ে তাদের গ্রেপ্তার করা হয়। এ ঘটনায় সংশ্লিষ্ট থানায় মামলা দায়ের করা হয়েছে। তদন্ত কর্মকর্তা বলেন, জড়িত বাকিদের গ্রেপ্তারে অভিযান অব্যাহত রয়েছে। আদালতে সোপর্দ করা হলে বিচারক তাদের কারাগারে পাঠানোর নির্দেশ দেন। স্থানীয়রা জানান, দীর্ঘদিন ধরে এলাকায় এ ধরনের ঘটনা ঘটে আসছিল।: [683, 1197, 836, 1295]
- article-headline: শেখ মুজিবের ছবি সংবলিত নোট: [15, 76, 158, 108]
- article-paragraph: পুলিশ জানায়, গোপন সংবাদের ভিত্তিতে অভিযান চালিয়ে তাদের গ্রেপ্তার করা হয়। এ ঘটনায় সংশ্লিষ্ট থানায় মামলা দায়ের করা হয়েছে। তদন্ত কর্মকর্তা বলেন, জড়িত বাকিদের গ্রেপ্তারে অভিযান অব্যাহত রয়েছে। আদালতে সোপর্দ করা হলে বিচারক তাদের কারাগারে পাঠানোর নির্দেশ দেন। স্থানীয়রা জানান, দীর্ঘদিন ধরে এলাকায় এ ধরনের ঘটনা ঘটে আসছিল।: [851, 1238, 1004, 1336]
- article: [851, 877, 1003, 1021]
- article-paragraph: পুঁজিবাজারে তালিকাভুক্ত ৩ বিমা কোম্পানির পর্ষদ সভার তারিখ ঘোষণা করা হয়েছে।: [851, 673, 1004, 705]
- article-paragraph: সিদ্ধিরগঞ্জে ভূমিদস্যু বাহিনীর প্রধান ও তার তিন সহযোগীকে গ্রেপ্তার করেছে পুলিশ।: [10, 905, 163, 926]
- article-paragraph: পুলিশ জানায়, গোপন সংবাদের ভিত্তিতে অভিযান চালিয়ে তাদের গ্রেপ্তার করা হয়। এ ঘটনায় সংশ্লিষ্ট থানায় মামলা দায়ের করা হয়েছে। তদন্ত কর্মকর্তা বলেন, জড়িত বাকিদের গ্রেপ্তারে অভিযান অব্যাহত রয়েছে। আদালতে সোপর্দ করা হলে বিচারক তাদের কারাগারে পাঠানোর নির্দেশ দেন। স্থানীয়রা জানান, দীর্ঘদিন ধরে এলাকায় এ ধরনের ঘটনা ঘটে আসছিল।: [178, 318, 331, 416]
- article-headline: ডিএসইতে লেনদেনের: [869, 1026, 986, 1042]
- article-paragraph: দিন শেষে ডিএসইর প্রধান সূচক ডিএসইএক্স আগের দিনের চেয়ে ৯ দশমিক ৪৫ পয়েন্ট কমে ৫ হাজার ২১৪ পয়েন্টে নেমেছে। শরিয়াহ সূচক ডিএসইএস কমেছে ২ দশমিক ৬ পয়েন্ট এবং বাছাই সূচক ডিএস৩০ কমেছে ৩ দশমিক ৮ পয়েন্ট। সারা দিনে লেনদেন হয়েছে ৩৬৮ কোটি ৪৫ লাখ টাকার শেয়ার ও ইউনিট।: [346, 427, 499, 502]
- continued-from-label: শেষ পৃষ্ঠার পর: [232, 1287, 277, 1297]
- article-paragraph: দিন শেষে ডিএসইর প্রধান সূচক ডিএসইএক্স আগের দিনের চেয়ে ৯ দশমিক ৪৫ পয়েন্ট কমে ৫ হাজার ২১৪ পয়েন্টে নেমেছে। শরিয়াহ সূচক ডিএসইএস কমেছে ২ দশমিক ৬ পয়েন্ট এবং বাছাই সূচক ডিএস৩০ কমেছে ৩ দশমিক ৮ পয়েন্ট। সারা দিনে লেনদেন হয়েছে ৩৬৮ কোটি ৪৫ লাখ টাকার শেয়ার ও ইউনিট।: [346, 833, 499, 908]
- article: [10, 518, 162, 866]
- article-paragraph: ঢাকা স্টক এক্সচেঞ্জের তথ্য অনুযায়ী, গতকাল লেনদেনের শুরু থেকেই বেশির ভাগ কোম্পানির শেয়ারের দর কমতে থাকে। দিন শেষে লেনদেন হওয়া প্রতিষ্ঠানের মধ্যে দর বেড়েছে ১২৬টির, কমেছে ১৯৮টির এবং অপরিবর্তিত রয়েছে ৭২টির। বাজার সংশ্লিষ্টরা বলছেন, বিনিয়োগকারীদের আস্থার সংকটের কারণে বাজারে অস্থিরতা দেখা দিয়েছে।: [10, 683, 163, 770]
- article-paragraph: বিশেষজ্ঞরা বলছেন, দীর্ঘমেয়াদি পরিকল্পনা ছাড়া এ সমস্যার টেকসই সমাধান সম্ভব নয়। নীতিনির্ধারকদের সমন্বিত উদ্যোগ নেওয়ার পরামর্শ দিয়েছেন তারা। একই সঙ্গে সুশাসন নিশ্চিত করা, জবাবদিহি বাড়ানো এবং নিয়মিত তদারকির ওপর গুরুত্ব দিয়েছেন তারা। তা না হলে সংকট আরও ঘনীভূত হওয়ার আশঙ্কা রয়েছে বলে মনে করছেন সংশ্লিষ্টরা।: [346, 174, 499, 260]
- column-3: [347, 71, 507, 1819]
- continued-from-label: শেষ পৃষ্ঠার পর: [1082, 751, 1127, 761]
- article-paragraph: ঢাকা স্টক এক্সচেঞ্জের তথ্য অনুযায়ী, গতকাল লেনদেনের শুরু থেকেই বেশির ভাগ কোম্পানির শেয়ারের দর কমতে থাকে। দিন শেষে লেনদেন হওয়া প্রতিষ্ঠানের মধ্যে দর বেড়েছে ১২৬টির, কমেছে ১৯৮টির এবং অপরিবর্তিত রয়েছে ৭২টির। বাজার সংশ্লিষ্টরা বলছেন, বিনিয়োগকারীদের আস্থার সংকটের কারণে বাজারে অস্থিরতা দেখা দিয়েছে।: [514, 1118, 667, 1205]
- article-headline: কাগজে আইনজীবী রাহাত হলেও বিল: [1028, 713, 1181, 748]
- article-paragraph: এ বিষয়ে জানতে চাইলে সংশ্লিষ্ট মন্ত্রণালয়ের এক জ্যেষ্ঠ কর্মকর্তা বলেন, সরকার বিষয়টি গুরুত্বের সঙ্গে বিবেচনা করছে। অংশীজনদের মতামত নিয়ে শিগগিরই চূড়ান্ত সিদ্ধান্ত জানানো হবে। জনস্বার্থে যা যা করা দরকার, তার সবই করা হবে বলে আশ্বস্ত করেন তিনি।: [346, 504, 499, 568]
- article-paragraph: সংশ্লিষ্ট কর্মকর্তারা জানান, বিষয়টি নিয়ে ইতোমধ্যে একাধিক বৈঠক অনুষ্ঠিত হয়েছে। প্রয়োজনীয় যাচাই-বাছাই শেষে দ্রুত সিদ্ধান্ত নেওয়া হবে। এ বিষয়ে গঠিত কমিটি আগামী সপ্তাহে প্রতিবেদন জমা দেবে বলে জানা গেছে। সিদ্ধান্ত বাস্তবায়নে সংশ্লিষ্ট সব পক্ষের সহযোগিতা চাওয়া হয়েছে।: [1019, 800, 1190, 865]
- article-paragraph: সরেজমিনে দেখা গেছে, ঘটনার পর এলাকায় থমথমে পরিস্থিতি বিরাজ করছে। অতিরিক্ত পুলিশ মোতায়েন করা হয়েছে। পরিস্থিতি নিয়ন্ত্রণে রয়েছে বলে জানিয়েছে প্রশাসন। ক্ষতিগ্রস্তদের তালিকা তৈরি করে সহায়তার আশ্বাস দেওয়া হয়েছে। ঘটনার কারণ খতিয়ে দেখতে তিন সদস্যের তদন্ত কমিটি গঠন করা হয়েছে।: [514, 1400, 667, 1487]
- article: [851, 257, 1003, 489]
- article-paragraph: এ বিষয়ে জানতে চাইলে সংশ্লিষ্ট মন্ত্রণালয়ের এক জ্যেষ্ঠ কর্মকর্তা বলেন, সরকার বিষয়টি গুরুত্বের সঙ্গে বিবেচনা করছে। অংশীজনদের মতামত নিয়ে শিগগিরই চূড়ান্ত সিদ্ধান্ত জানানো হবে। জনস্বার্থে যা যা করা দরকার, তার সবই করা হবে বলে আশ্বস্ত করেন তিনি।: [10, 445, 163, 510]
- article: [1020, 708, 1191, 1246]
- article-paragraph: ডিএসইর ব্লক মার্কেটে গতকাল ৪২ কোটি ৬০ লাখ টাকার শেয়ার লেনদেন হয়েছে। মোট ৩৫টি কোম্পানি ব্লক মার্কেটে লেনদেনে অংশ নেয়।: [514, 997, 667, 1040]
- continued-from-label: শেষ পৃষ্ঠার পর: [232, 534, 277, 544]
- article-headline: ডিএসইতে দর: [217, 516, 292, 532]
- article-continuation: [347, 576, 499, 1168]
- article-paragraph: সরেজমিনে দেখা গেছে, ঘটনার পর এলাকায় থমথমে পরিস্থিতি বিরাজ করছে। অতিরিক্ত পুলিশ মোতায়েন করা হয়েছে। পরিস্থিতি নিয়ন্ত্রণে রয়েছে বলে জানিয়েছে প্রশাসন। ক্ষতিগ্রস্তদের তালিকা তৈরি করে সহায়তার আশ্বাস দেওয়া হয়েছে। ঘটনার কারণ খতিয়ে দেখতে তিন সদস্যের তদন্ত কমিটি গঠন করা হয়েছে।: [178, 75, 331, 161]
- article-paragraph: বাংলাদেশ ব্যাংকের সংশ্লিষ্ট সূত্রে জানা গেছে, ঋণ আদায়ে ব্যাংকগুলোকে কঠোর নির্দেশনা দেওয়া হয়েছে। সর্বশেষ প্রতিবেদন অনুযায়ী, ডিসেম্বর শেষে ব্যাংক খাতে খেলাপি ঋণের পরিমাণ দাঁড়িয়েছে প্রায় ৩ লাখ ৪৫ হাজার কোটি টাকা, যা বিতরণ করা মোট ঋণের ২০ শতাংশের বেশি। এর মধ্যে রাষ্ট্রায়ত্ত ব্যাংকগুলোর খেলাপি ঋণ ১ লাখ ৩৭ হাজার কোটি টাকা।: [1019, 613, 1190, 700]
- article-paragraph: বিশেষজ্ঞরা বলছেন, দীর্ঘমেয়াদি পরিকল্পনা ছাড়া এ সমস্যার টেকসই সমাধান সম্ভব নয়। নীতিনির্ধারকদের সমন্বিত উদ্যোগ নেওয়ার পরামর্শ দিয়েছেন তারা। একই সঙ্গে সুশাসন নিশ্চিত করা, জবাবদিহি বাড়ানো এবং নিয়মিত তদারকির ওপর গুরুত্ব দিয়েছেন তারা। তা না হলে সংকট আরও ঘনীভূত হওয়ার আশঙ্কা রয়েছে বলে মনে করছেন সংশ্লিষ্টরা।: [683, 779, 836, 866]
- article-paragraph: ঢাকা স্টক এক্সচেঞ্জের তথ্য অনুযায়ী, গতকাল লেনদেনের শুরু থেকেই বেশির ভাগ কোম্পানির শেয়ারের দর কমতে থাকে। দিন শেষে লেনদেন হওয়া প্রতিষ্ঠানের মধ্যে দর বেড়েছে ১২৬টির, কমেছে ১৯৮টির এবং অপরিবর্তিত রয়েছে ৭২টির। বাজার সংশ্লিষ্টরা বলছেন, বিনিয়োগকারীদের আস্থার সংকটের কারণে বাজারে অস্থিরতা দেখা দিয়েছে।: [851, 706, 1004, 793]
- continued-from-label: শেষ পৃষ্ঠার পর: [569, 450, 613, 460]
- article-paragraph: বিশেষজ্ঞরা বলছেন, দীর্ঘমেয়াদি পরিকল্পনা ছাড়া এ সমস্যার টেকসই সমাধান সম্ভব নয়। নীতিনির্ধারকদের সমন্বিত উদ্যোগ নেওয়ার পরামর্শ দিয়েছেন তারা। একই সঙ্গে সুশাসন নিশ্চিত করা, জবাবদিহি বাড়ানো এবং নিয়মিত তদারকির ওপর গুরুত্ব দিয়েছেন তারা। তা না হলে সংকট আরও ঘনীভূত হওয়ার আশঙ্কা রয়েছে বলে মনে করছেন সংশ্লিষ্টরা।: [514, 317, 667, 403]
- page-number: ৭: [792, 14, 820, 61]
- article: [178, 1264, 330, 1473]
- article-paragraph: এ বিষয়ে জানতে চাইলে সংশ্লিষ্ট মন্ত্রণালয়ের এক জ্যেষ্ঠ কর্মকর্তা বলেন, সরকার বিষয়টি গুরুত্বের সঙ্গে বিবেচনা করছে। অংশীজনদের মতামত নিয়ে শিগগিরই চূড়ান্ত সিদ্ধান্ত জানানো হবে। জনস্বার্থে যা যা করা দরকার, তার সবই করা হবে বলে আশ্বস্ত করেন তিনি।: [178, 1402, 331, 1467]
- article-paragraph: বিশেষজ্ঞরা বলছেন, দীর্ঘমেয়াদি পরিকল্পনা ছাড়া এ সমস্যার টেকসই সমাধান সম্ভব নয়। নীতিনির্ধারকদের সমন্বিত উদ্যোগ নেওয়ার পরামর্শ দিয়েছেন তারা। একই সঙ্গে সুশাসন নিশ্চিত করা, জবাবদিহি বাড়ানো এবং নিয়মিত তদারকির ওপর গুরুত্ব দিয়েছেন তারা। তা না হলে সংকট আরও ঘনীভূত হওয়ার আশঙ্কা রয়েছে বলে মনে করছেন সংশ্লিষ্টরা।: [10, 357, 163, 444]
- paper-emblem-icon: [742, 22, 774, 54]
- article-paragraph: এ বিষয়ে জানতে চাইলে সংশ্লিষ্ট মন্ত্রণালয়ের এক জ্যেষ্ঠ কর্মকর্তা বলেন, সরকার বিষয়টি গুরুত্বের সঙ্গে বিবেচনা করছে। অংশীজনদের মতামত নিয়ে শিগগিরই চূড়ান্ত সিদ্ধান্ত জানানো হবে। জনস্বার্থে যা যা করা দরকার, তার সবই করা হবে বলে আশ্বস্ত করেন তিনি।: [683, 713, 836, 778]
- article-paragraph: সরেজমিনে দেখা গেছে, ঘটনার পর এলাকায় থমথমে পরিস্থিতি বিরাজ করছে। অতিরিক্ত পুলিশ মোতায়েন করা হয়েছে। পরিস্থিতি নিয়ন্ত্রণে রয়েছে বলে জানিয়েছে প্রশাসন। ক্ষতিগ্রস্তদের তালিকা তৈরি করে সহায়তার আশ্বাস দেওয়া হয়েছে। ঘটনার কারণ খতিয়ে দেখতে তিন সদস্যের তদন্ত কমিটি গঠন করা হয়েছে।: [346, 580, 499, 666]
- article-paragraph: বরগুনা ও মাদারীপুরে পৃথক ঘটনায় দুজনের মরদেহ উদ্ধার করেছে পুলিশ।: [178, 871, 331, 892]
- article-paragraph: সংশ্লিষ্ট কর্মকর্তারা জানান, বিষয়টি নিয়ে ইতোমধ্যে একাধিক বৈঠক অনুষ্ঠিত হয়েছে। প্রয়োজনীয় যাচাই-বাছাই শেষে দ্রুত সিদ্ধান্ত নেওয়া হবে। এ বিষয়ে গঠিত কমিটি আগামী সপ্তাহে প্রতিবেদন জমা দেবে বলে জানা গেছে। সিদ্ধান্ত বাস্তবায়নে সংশ্লিষ্ট সব পক্ষের সহযোগিতা চাওয়া হয়েছে।: [514, 240, 667, 315]
- article-headline: ভাড়া বাড়বে যমুনা রেলসেতুতে: [38, 1125, 134, 1157]
- column-6: [851, 71, 1011, 1819]
- article: [515, 411, 667, 671]
- date-text: ১৯ মার্চ ২০২৫ ॥ ৫ চৈত্র ১৪৩১: [1052, 39, 1188, 51]
- article-headline: বিএসইসি কর্মকর্তাদের বিরুদ্ধে মামলা: [1041, 164, 1169, 199]
- masthead-divider: [10, 62, 1190, 66]
- article-paragraph: বিশেষজ্ঞরা বলছেন, দীর্ঘমেয়াদি পরিকল্পনা ছাড়া এ সমস্যার টেকসই সমাধান সম্ভব নয়। নীতিনির্ধারকদের সমন্বিত উদ্যোগ নেওয়ার পরামর্শ দিয়েছেন তারা। একই সঙ্গে সুশাসন নিশ্চিত করা, জবাবদিহি বাড়ানো এবং নিয়মিত তদারকির ওপর গুরুত্ব দিয়েছেন তারা। তা না হলে সংকট আরও ঘনীভূত হওয়ার আশঙ্কা রয়েছে বলে মনে করছেন সংশ্লিষ্টরা।: [1019, 866, 1190, 942]
- article-paragraph: ঢাকা স্টক এক্সচেঞ্জের তথ্য অনুযায়ী, গতকাল লেনদেনের শুরু থেকেই বেশির ভাগ কোম্পানির শেয়ারের দর কমতে থাকে। দিন শেষে লেনদেন হওয়া প্রতিষ্ঠানের মধ্যে দর বেড়েছে ১২৬টির, কমেছে ১৯৮টির এবং অপরিবর্তিত রয়েছে ৭২টির। বাজার সংশ্লিষ্টরা বলছেন, বিনিয়োগকারীদের আস্থার সংকটের কারণে বাজারে অস্থিরতা দেখা দিয়েছে।: [683, 526, 836, 613]
- article-paragraph: সংশ্লিষ্ট কর্মকর্তারা জানান, বিষয়টি নিয়ে ইতোমধ্যে একাধিক বৈঠক অনুষ্ঠিত হয়েছে। প্রয়োজনীয় যাচাই-বাছাই শেষে দ্রুত সিদ্ধান্ত নেওয়া হবে। এ বিষয়ে গঠিত কমিটি আগামী সপ্তাহে প্রতিবেদন জমা দেবে বলে জানা গেছে। সিদ্ধান্ত বাস্তবায়নে সংশ্লিষ্ট সব পক্ষের সহযোগিতা চাওয়া হয়েছে।: [1019, 327, 1190, 392]
- article-headline: হিন্দুদের ওপর: [218, 1091, 291, 1107]
- article-paragraph: নগদ টাকার প্রচলন ধরে রাখতে কেন্দ্রীয় ব্যাংক নতুন নকশার নোট ছাপানোর সিদ্ধান্ত নিয়েছে। শেখ মুজিবের ছবি সংবলিত বিদ্যমান নোটের পাশাপাশি নতুন নোট পর্যায়ক্রমে বাজারে আসবে বলে জানা গেছে।: [10, 126, 163, 180]
- article-paragraph: বিশেষজ্ঞরা বলছেন, দীর্ঘমেয়াদি পরিকল্পনা ছাড়া এ সমস্যার টেকসই সমাধান সম্ভব নয়। নীতিনির্ধারকদের সমন্বিত উদ্যোগ নেওয়ার পরামর্শ দিয়েছেন তারা। একই সঙ্গে সুশাসন নিশ্চিত করা, জবাবদিহি বাড়ানো এবং নিয়মিত তদারকির ওপর গুরুত্ব দিয়েছেন তারা। তা না হলে সংকট আরও ঘনীভূত হওয়ার আশঙ্কা রয়েছে বলে মনে করছেন সংশ্লিষ্টরা।: [1019, 393, 1190, 469]
- flag-icon: [12, 30, 34, 52]
- article-continuation: [1020, 71, 1191, 158]
- article-paragraph: সরেজমিনে দেখা গেছে, ঘটনার পর এলাকায় থমথমে পরিস্থিতি বিরাজ করছে। অতিরিক্ত পুলিশ মোতায়েন করা হয়েছে। পরিস্থিতি নিয়ন্ত্রণে রয়েছে বলে জানিয়েছে প্রশাসন। ক্ষতিগ্রস্তদের তালিকা তৈরি করে সহায়তার আশ্বাস দেওয়া হয়েছে। ঘটনার কারণ খতিয়ে দেখতে তিন সদস্যের তদন্ত কমিটি গঠন করা হয়েছে।: [1019, 1086, 1190, 1162]
- article-paragraph: পুঁজিবাজারে তালিকাভুক্ত মিউচুয়াল ফান্ডগুলোর প্রতি বিনিয়োগকারীদের আগ্রহ বাড়ছে। গত সপ্তাহে খাতভিত্তিক লেনদেনে এ খাত ছিল শীর্ষে।: [514, 726, 667, 769]
- continued-from-label: শেষ পৃষ্ঠার পর: [737, 114, 781, 124]
- article: [851, 1022, 1003, 1166]
- article-paragraph: টালবাহানা না করে দ্রুত জাতীয় নির্বাচনের রোডম্যাপ ঘোষণার দাবি জানিয়েছেন নেতারা।: [178, 1303, 331, 1324]
- article-paragraph: সংশ্লিষ্ট কর্মকর্তারা জানান, বিষয়টি নিয়ে ইতোমধ্যে একাধিক বৈঠক অনুষ্ঠিত হয়েছে। প্রয়োজনীয় যাচাই-বাছাই শেষে দ্রুত সিদ্ধান্ত নেওয়া হবে। এ বিষয়ে গঠিত কমিটি আগামী সপ্তাহে প্রতিবেদন জমা দেবে বলে জানা গেছে। সিদ্ধান্ত বাস্তবায়নে সংশ্লিষ্ট সব পক্ষের সহযোগিতা চাওয়া হয়েছে।: [683, 944, 836, 1020]
- article-paragraph: সরেজমিনে দেখা গেছে, ঘটনার পর এলাকায় থমথমে পরিস্থিতি বিরাজ করছে। অতিরিক্ত পুলিশ মোতায়েন করা হয়েছে। পরিস্থিতি নিয়ন্ত্রণে রয়েছে বলে জানিয়েছে প্রশাসন। ক্ষতিগ্রস্তদের তালিকা তৈরি করে সহায়তার আশ্বাস দেওয়া হয়েছে। ঘটনার কারণ খতিয়ে দেখতে তিন সদস্যের তদন্ত কমিটি গঠন করা হয়েছে।: [178, 992, 331, 1079]
- article: [178, 511, 330, 831]
- paper-name-row: [12, 24, 342, 57]
- article-continuation: [851, 71, 1003, 257]
- article-headline: সাবেক আইজিপি: [882, 1171, 973, 1187]
- day-badge: বুধবার: [1121, 10, 1188, 33]
- paper-logo-block: [12, 8, 342, 57]
- article-paragraph: পুঁজিবাজারে সরকারি ও বহুজাতিক কোম্পানির শেয়ার আনতে নতুন করে উদ্যোগ নিয়েছে নিয়ন্ত্রক সংস্থা বিএসইসি।: [10, 573, 163, 605]
- article-continuation: [347, 71, 499, 576]
- continued-from-label: শেষ পৃষ্ঠার পর: [64, 557, 108, 567]
- article-paragraph: সংশ্লিষ্ট কর্মকর্তারা জানান, বিষয়টি নিয়ে ইতোমধ্যে একাধিক বৈঠক অনুষ্ঠিত হয়েছে। প্রয়োজনীয় যাচাই-বাছাই শেষে দ্রুত সিদ্ধান্ত নেওয়া হবে। এ বিষয়ে গঠিত কমিটি আগামী সপ্তাহে প্রতিবেদন জমা দেবে বলে জানা গেছে। সিদ্ধান্ত বাস্তবায়নে সংশ্লিষ্ট সব পক্ষের সহযোগিতা চাওয়া হয়েছে।: [683, 372, 836, 448]
- article-paragraph: নারায়ণগঞ্জের সিদ্ধিরগঞ্জে মামলার প্রধান আসামি আতাউল্লাহসহ পাঁচজনকে গ্রেপ্তার করেছে পুলিশ।: [514, 1268, 667, 1300]
- article-paragraph: পুলিশ জানায়, গোপন সংবাদের ভিত্তিতে অভিযান চালিয়ে তাদের গ্রেপ্তার করা হয়। এ ঘটনায় সংশ্লিষ্ট থানায় মামলা দায়ের করা হয়েছে। তদন্ত কর্মকর্তা বলেন, জড়িত বাকিদের গ্রেপ্তারে অভিযান অব্যাহত রয়েছে। আদালতে সোপর্দ করা হলে বিচারক তাদের কারাগারে পাঠানোর নির্দেশ দেন। স্থানীয়রা জানান, দীর্ঘদিন ধরে এলাকায় এ ধরনের ঘটনা ঘটে আসছিল।: [1019, 1009, 1190, 1085]
- article-paragraph: পুলিশ জানায়, গোপন সংবাদের ভিত্তিতে অভিযান চালিয়ে তাদের গ্রেপ্তার করা হয়। এ ঘটনায় সংশ্লিষ্ট থানায় মামলা দায়ের করা হয়েছে। তদন্ত কর্মকর্তা বলেন, জড়িত বাকিদের গ্রেপ্তারে অভিযান অব্যাহত রয়েছে। আদালতে সোপর্দ করা হলে বিচারক তাদের কারাগারে পাঠানোর নির্দেশ দেন। স্থানীয়রা জানান, দীর্ঘদিন ধরে এলাকায় এ ধরনের ঘটনা ঘটে আসছিল।: [10, 1447, 163, 1545]
- article-paragraph: দিন শেষে ডিএসইর প্রধান সূচক ডিএসইএক্স আগের দিনের চেয়ে ৯ দশমিক ৪৫ পয়েন্ট কমে ৫ হাজার ২১৪ পয়েন্টে নেমেছে। শরিয়াহ সূচক ডিএসইএস কমেছে ২ দশমিক ৬ পয়েন্ট এবং বাছাই সূচক ডিএস৩০ কমেছে ৩ দশমিক ৮ পয়েন্ট। সারা দিনে লেনদেন হয়েছে ৩৬৮ কোটি ৪৫ লাখ টাকার শেয়ার ও ইউনিট।: [178, 671, 331, 747]
- article-paragraph: সপ্তাহের প্রথম কার্যদিবসে ডিএসইর সূচকের উত্থানের নেপথ্যে ছিল ব্যাংক, ওষুধ ও টেলিযোগাযোগ খাতের শেয়ার।: [514, 466, 667, 498]
- article-paragraph: বাংলাদেশ ব্যাংকের সংশ্লিষ্ট সূত্রে জানা গেছে, ঋণ আদায়ে ব্যাংকগুলোকে কঠোর নির্দেশনা দেওয়া হয়েছে। সর্বশেষ প্রতিবেদন অনুযায়ী, ডিসেম্বর শেষে ব্যাংক খাতে খেলাপি ঋণের পরিমাণ দাঁড়িয়েছে প্রায় ৩ লাখ ৪৫ হাজার কোটি টাকা, যা বিতরণ করা মোট ঋণের ২০ শতাংশের বেশি। এর মধ্যে রাষ্ট্রায়ত্ত ব্যাংকগুলোর খেলাপি ঋণ ১ লাখ ৩৭ হাজার কোটি টাকা।: [683, 614, 836, 712]
- article-headline: টালবাহানা না করে: [205, 1268, 303, 1284]
- article-paragraph: এ বিষয়ে জানতে চাইলে সংশ্লিষ্ট মন্ত্রণালয়ের এক জ্যেষ্ঠ কর্মকর্তা বলেন, সরকার বিষয়টি গুরুত্বের সঙ্গে বিবেচনা করছে। অংশীজনদের মতামত নিয়ে শিগগিরই চূড়ান্ত সিদ্ধান্ত জানানো হবে। জনস্বার্থে যা যা করা দরকার, তার সবই করা হবে বলে আশ্বস্ত করেন তিনি।: [851, 949, 1004, 1014]
- article-paragraph: পুলিশ জানায়, গোপন সংবাদের ভিত্তিতে অভিযান চালিয়ে তাদের গ্রেপ্তার করা হয়। এ ঘটনায় সংশ্লিষ্ট থানায় মামলা দায়ের করা হয়েছে। তদন্ত কর্মকর্তা বলেন, জড়িত বাকিদের গ্রেপ্তারে অভিযান অব্যাহত রয়েছে। আদালতে সোপর্দ করা হলে বিচারক তাদের কারাগারে পাঠানোর নির্দেশ দেন। স্থানীয়রা জানান, দীর্ঘদিন ধরে এলাকায় এ ধরনের ঘটনা ঘটে আসছিল।: [10, 927, 163, 1025]
- article-headline: ডিএসইর সূচকের উত্থানের নেপথ্যে: [521, 416, 661, 448]
- article-paragraph: দিন শেষে ডিএসইর প্রধান সূচক ডিএসইএক্স আগের দিনের চেয়ে ৯ দশমিক ৪৫ পয়েন্ট কমে ৫ হাজার ২১৪ পয়েন্টে নেমেছে। শরিয়াহ সূচক ডিএসইএস কমেছে ২ দশমিক ৬ পয়েন্ট এবং বাছাই সূচক ডিএস৩০ কমেছে ৩ দশমিক ৮ পয়েন্ট। সারা দিনে লেনদেন হয়েছে ৩৬৮ কোটি ৪৫ লাখ টাকার শেয়ার ও ইউনিট।: [1019, 1163, 1190, 1239]
